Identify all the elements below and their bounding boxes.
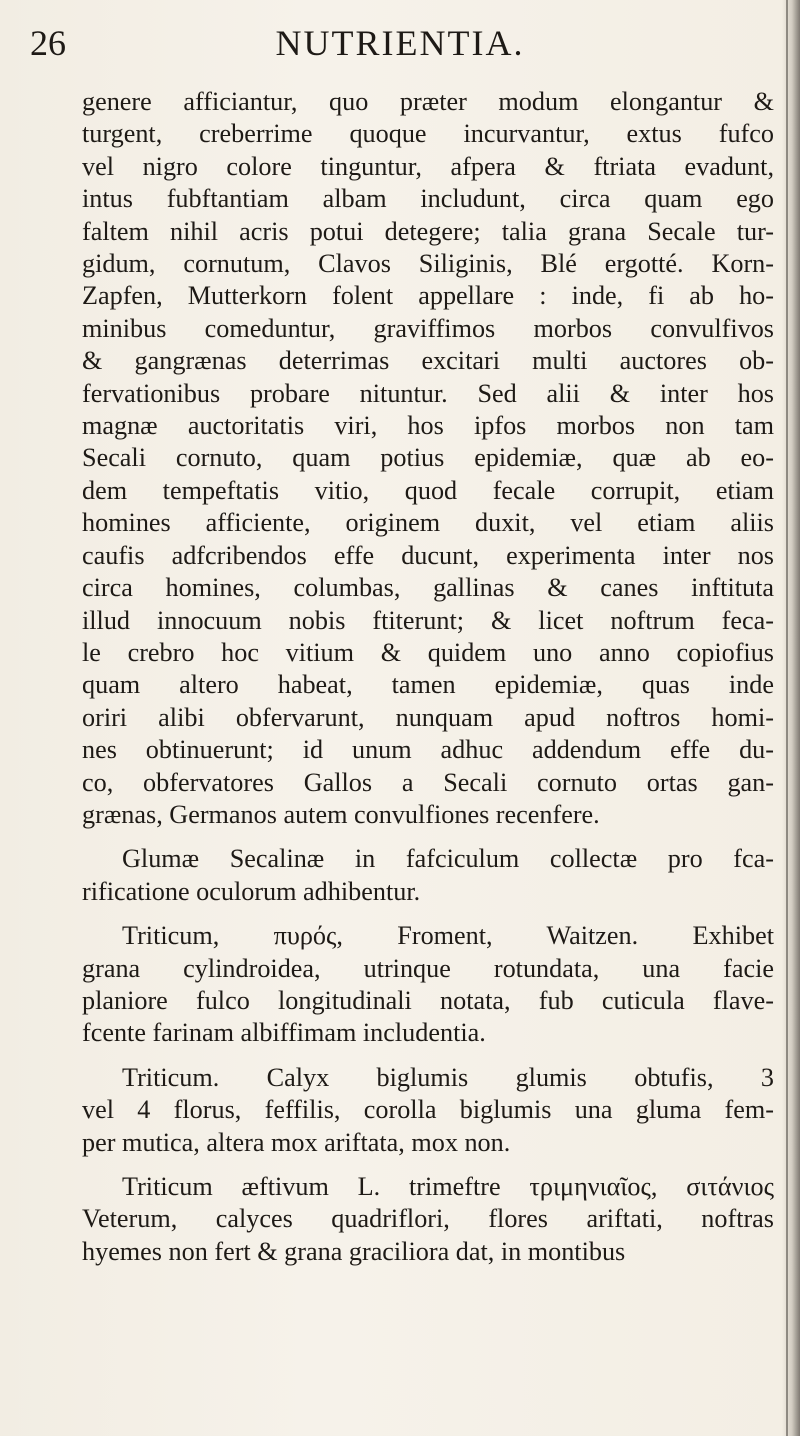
text-line: fervationibus probare nituntur. Sed alii & inter hos <box>82 378 774 408</box>
text-line: turgent, creberrime quoque incurvantur, extus fufco <box>82 119 774 149</box>
paragraph-gap <box>82 908 774 920</box>
text-line: intus fubftantiam albam includunt, circa quam ego <box>82 184 774 214</box>
paragraph <box>82 86 774 831</box>
text-line: fcente farinam albiffimam includentia. <box>82 1018 486 1048</box>
text-line: faltem nihil acris potui detegere; talia grana Secale tur- <box>82 216 774 246</box>
paragraph <box>82 1171 774 1268</box>
text-line: dem tempeftatis vitio, quod fecale corrupit, etiam <box>82 475 774 505</box>
text-line: gidum, cornutum, Clavos Siliginis, Blé ergotté. Korn- <box>82 249 774 279</box>
text-line: illud innocuum nobis ftiterunt; & licet noftrum feca- <box>82 605 774 635</box>
text-line: minibus comeduntur, graviffimos morbos convulfivos <box>82 313 774 343</box>
text-line: Glumæ Secalinæ in fafciculum collectæ pro fca- <box>122 844 774 874</box>
text-line: co, obfervatores Gallos a Secali cornuto ortas gan- <box>82 767 774 797</box>
text-line: Zapfen, Mutterkorn folent appellare : inde, fi ab ho- <box>82 281 774 311</box>
text-line: vel 4 florus, feffilis, corolla biglumis una gluma fem- <box>82 1095 774 1125</box>
text-line: magnæ auctoritatis viri, hos ipfos morbos non tam <box>82 411 774 441</box>
text-line: Secali cornuto, quam potius epidemiæ, quæ ab eo- <box>82 443 774 473</box>
running-head: NUTRIENTIA. <box>275 23 525 63</box>
text-line: & gangrænas deterrimas excitari multi auctores ob- <box>82 346 774 376</box>
text-line: genere afficiantur, quo præter modum elongantur & <box>82 87 774 116</box>
text-line: nes obtinuerunt; id unum adhuc addendum effe du- <box>82 735 774 765</box>
text-line: circa homines, columbas, gallinas & canes inftituta <box>82 573 774 603</box>
text-line: Triticum æftivum L. trimeftre τριμηνιαῖος, σιτάνιος <box>122 1172 774 1201</box>
paragraph-gap <box>82 831 774 843</box>
page-header <box>0 22 800 72</box>
text-line: Triticum. Calyx biglumis glumis obtufis, 3 <box>122 1062 774 1092</box>
text-line: quam altero habeat, tamen epidemiæ, quas inde <box>82 670 774 700</box>
text-line: hyemes non fert & grana graciliora dat, in montibus <box>82 1236 626 1266</box>
page-edge-line <box>786 0 788 1436</box>
paragraph-gap <box>82 1050 774 1062</box>
paragraph <box>82 920 774 1050</box>
text-line: oriri alibi obfervarunt, nunquam apud noftros homi- <box>82 702 774 732</box>
text-line: planiore fulco longitudinali notata, fub cuticula flave- <box>82 985 774 1015</box>
text-line: caufis adfcribendos effe ducunt, experimenta inter nos <box>82 540 774 570</box>
text-line: homines afficiente, originem duxit, vel etiam aliis <box>82 508 774 538</box>
body-text <box>82 86 774 1268</box>
page-gutter-shadow <box>782 0 800 1436</box>
text-line: grænas, Germanos autem convulfiones recenfere. <box>82 799 600 829</box>
paragraph <box>82 1062 774 1159</box>
page-number: 26 <box>30 23 66 63</box>
paragraph-gap <box>82 1159 774 1171</box>
text-line: Veterum, calyces quadriflori, flores ariftati, noftras <box>82 1204 774 1234</box>
text-line: grana cylindroidea, utrinque rotundata, una facie <box>82 953 774 983</box>
text-line: Triticum, πυρός, Froment, Waitzen. Exhibet <box>122 921 774 951</box>
text-line: vel nigro colore tinguntur, afpera & ftriata evadunt, <box>82 151 774 181</box>
text-line: le crebro hoc vitium & quidem uno anno copiofius <box>82 637 774 667</box>
text-line: per mutica, altera mox ariftata, mox non. <box>82 1127 511 1157</box>
paragraph <box>82 843 774 908</box>
text-line: rificatione oculorum adhibentur. <box>82 876 421 906</box>
